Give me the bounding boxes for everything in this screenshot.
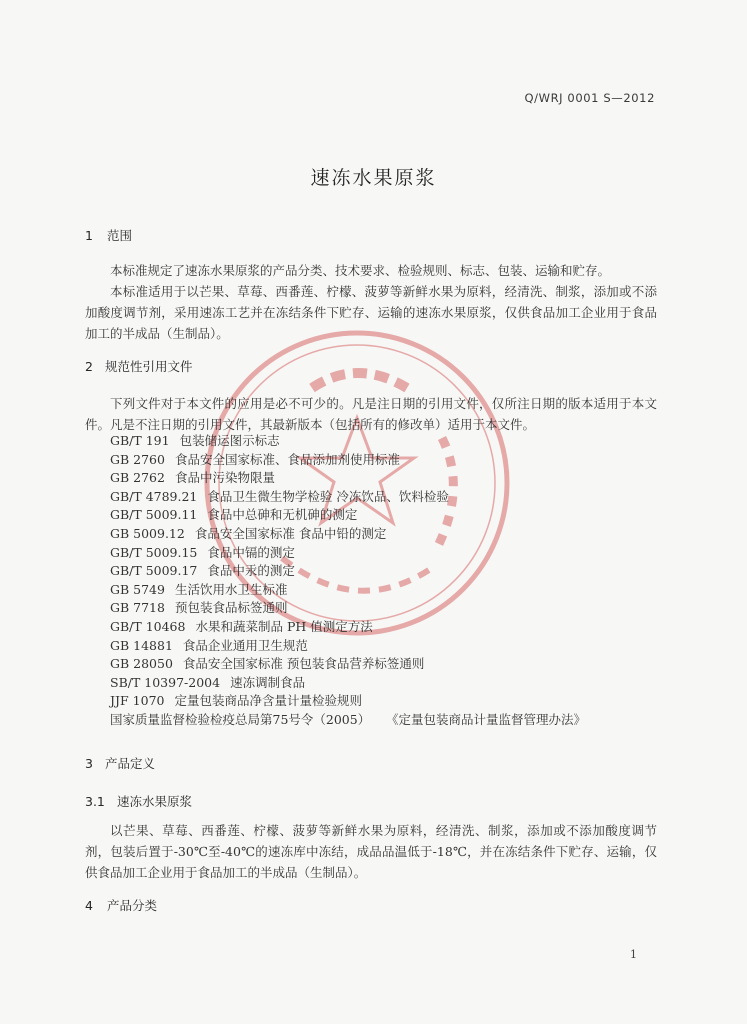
- definition-paragraph: 以芒果、草莓、西番莲、柠檬、菠萝等新鲜水果为原料，经清洗、制浆，添加或不添加酸度调节剂，包装后置于-30℃至-40℃的速冻库中冻结，成品品温低于-18℃，并在冻结条件下贮存、运输，仅供食品加工企业用于食品加工的半成品（生制品）。: [85, 823, 657, 880]
- reference-item: GB 7718 预包装食品标签通则: [110, 600, 288, 616]
- reference-item: GB 28050 食品安全国家标准 预包装食品营养标签通则: [110, 656, 425, 672]
- section-title: 规范性引用文件: [105, 359, 193, 374]
- reference-item: GB/T 5009.11 食品中总砷和无机砷的测定: [110, 507, 358, 523]
- section-number: 2: [85, 359, 93, 374]
- reference-item: SB/T 10397-2004 速冻调制食品: [110, 674, 306, 690]
- document-title: 速冻水果原浆: [310, 167, 437, 189]
- reference-item: GB 5749 生活饮用水卫生标准: [110, 581, 288, 597]
- section-number: 4: [85, 898, 93, 913]
- standard-code: Q/WRJ 0001 S—2012: [524, 91, 655, 105]
- subsection-heading-frozen-puree: [85, 792, 192, 810]
- reference-item: GB 5009.12 食品安全国家标准 食品中铅的测定: [110, 525, 387, 541]
- section-heading-references: [85, 357, 193, 375]
- reference-item: GB/T 191 包装储运图示标志: [110, 433, 280, 448]
- section-title: 速冻水果原浆: [117, 794, 193, 809]
- reference-item: GB 2760 食品安全国家标准、食品添加剂使用标准: [110, 451, 400, 467]
- reference-item: GB/T 5009.17 食品中汞的测定: [110, 563, 295, 579]
- references-intro: 下列文件对于本文件的应用是必不可少的。凡是注日期的引用文件，仅所注日期的版本适用于本文件。凡是不注日期的引用文件，其最新版本（包括所有的修改单）适用于本文件。: [85, 396, 657, 432]
- section-title: 范围: [107, 228, 133, 243]
- section-heading-classification: [85, 896, 157, 914]
- page-number: 1: [630, 948, 637, 961]
- reference-item: GB/T 4789.21 食品卫生微生物学检验 冷冻饮品、饮料检验: [110, 488, 449, 504]
- section-heading-scope: [85, 226, 132, 244]
- section-title: 产品分类: [107, 898, 158, 913]
- reference-item: GB/T 5009.15 食品中镉的测定: [110, 544, 295, 560]
- section-number: 3: [85, 756, 93, 771]
- section-heading-definition: [85, 754, 155, 772]
- reference-list: [110, 432, 586, 730]
- reference-item: 国家质量监督检验检疫总局第75号令（2005） 《定量包装商品计量监督管理办法》: [110, 711, 586, 727]
- reference-item: GB 14881 食品企业通用卫生规范: [110, 637, 308, 653]
- reference-item: JJF 1070 定量包装商品净含量计量检验规则: [110, 693, 362, 709]
- scope-paragraph-2: 本标准适用于以芒果、草莓、西番莲、柠檬、菠萝等新鲜水果为原料，经清洗、制浆，添加或不添加酸度调节剂，采用速冻工艺并在冻结条件下贮存、运输的速冻水果原浆，仅供食品加工企业用于食品加工的半成品（生制品）。: [85, 284, 657, 341]
- reference-item: GB 2762 食品中污染物限量: [110, 470, 275, 486]
- section-number: 1: [85, 228, 93, 243]
- section-number: 3.1: [85, 794, 105, 809]
- scope-paragraph-1: 本标准规定了速冻水果原浆的产品分类、技术要求、检验规则、标志、包装、运输和贮存。: [110, 263, 611, 278]
- reference-item: GB/T 10468 水果和蔬菜制品 PH 值测定方法: [110, 618, 373, 634]
- section-title: 产品定义: [105, 756, 156, 771]
